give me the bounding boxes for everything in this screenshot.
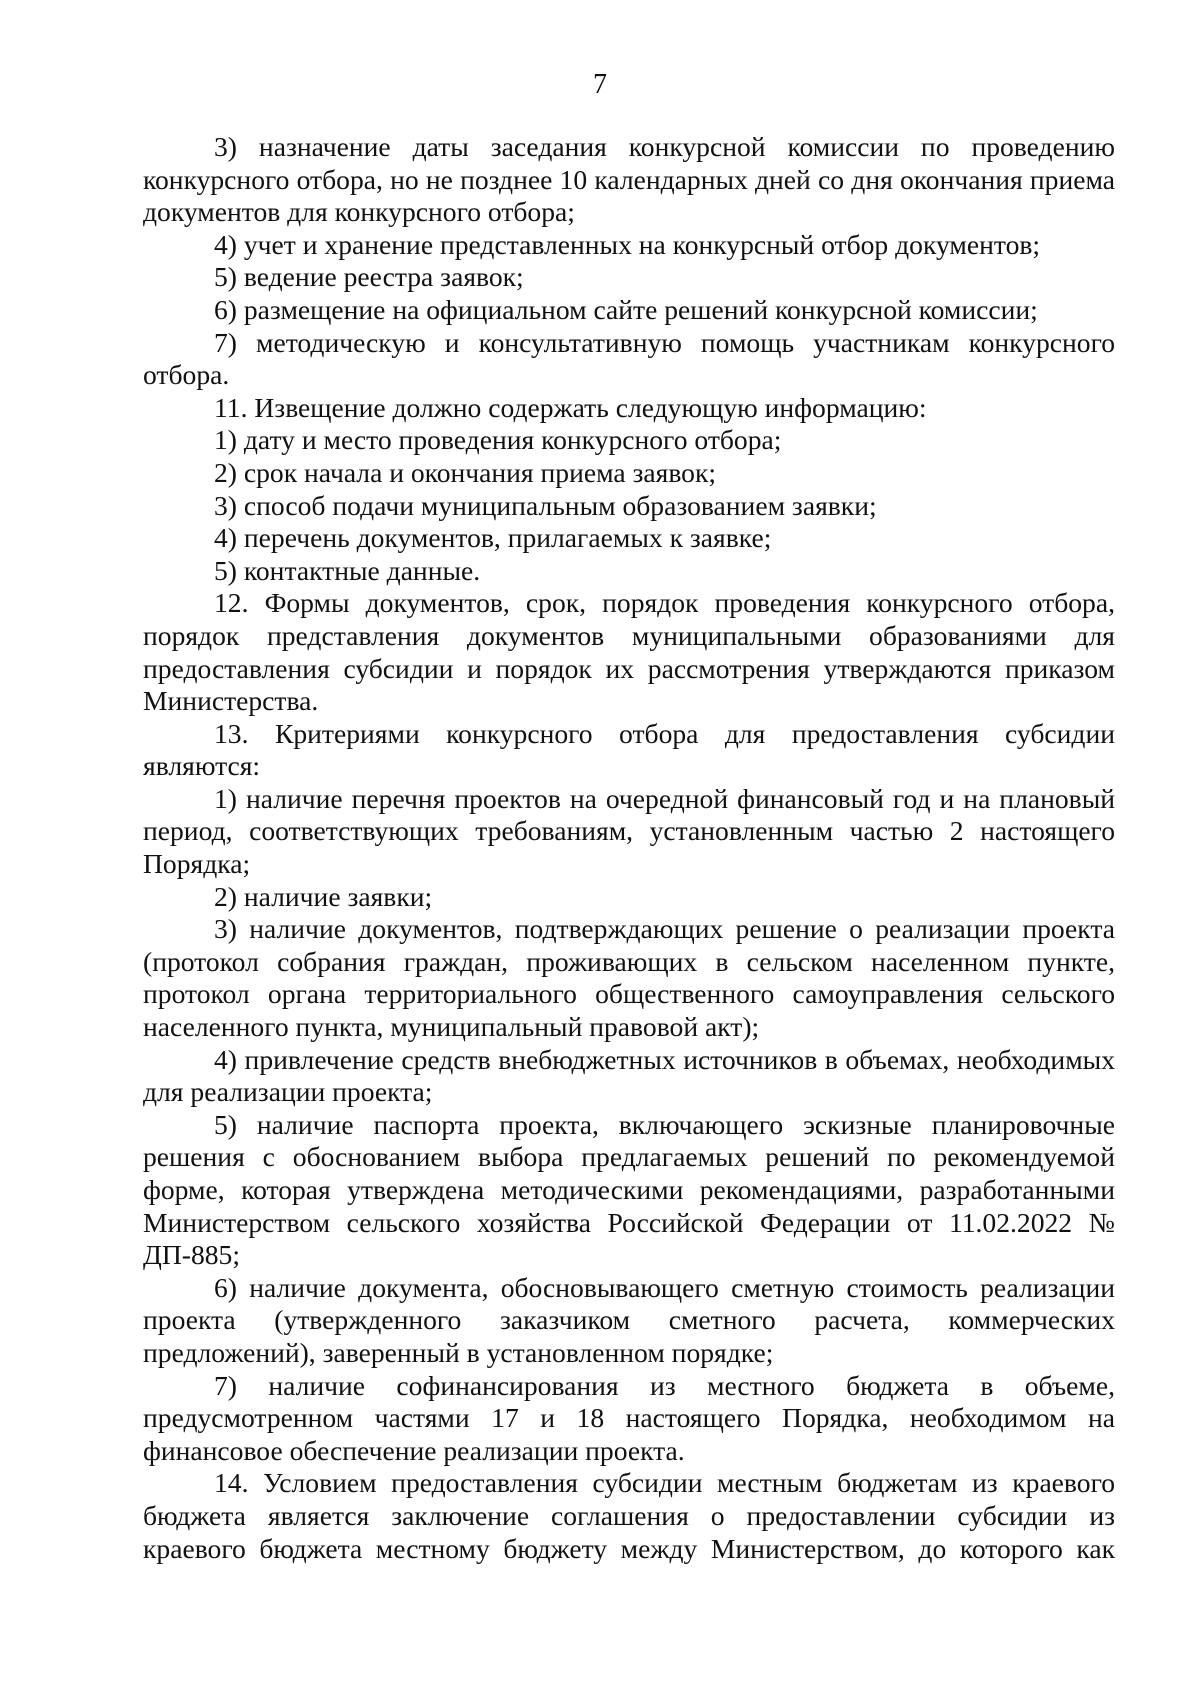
paragraph-criterion-1: 1) наличие перечня проектов на очередной финансовый год и на плановый период, соответствующих требованиям, установленным частью 2 настоящего Порядка; bbox=[143, 782, 1115, 880]
paragraph-criterion-5: 5) наличие паспорта проекта, включающего эскизные планировочные решения с обоснованием выбора предлагаемых решений по рекомендуемой форме, которая утверждена методическими рекомендациями, разработанными Министерством сельского хозяйства Российской Федерации от 11.02.2022 № ДП-885; bbox=[143, 1108, 1115, 1271]
paragraph-section-13: 13. Критериями конкурсного отбора для предоставления субсидии являются: bbox=[143, 717, 1115, 782]
paragraph-criterion-4: 4) привлечение средств внебюджетных источников в объемах, необходимых для реализации проекта; bbox=[143, 1043, 1115, 1108]
paragraph-item-4-storage: 4) учет и хранение представленных на конкурсный отбор документов; bbox=[214, 228, 1041, 260]
paragraph-criterion-3: 3) наличие документов, подтверждающих решение о реализации проекта (протокол собрания граждан, проживающих в сельском населенном пункте, протокол органа территориального общественного самоуправления сельского населенного пункта, муниципальный правовой акт); bbox=[143, 913, 1115, 1043]
paragraph-criterion-7: 7) наличие софинансирования из местного бюджета в объеме, предусмотренном частями 17 и 18 настоящего Порядка, необходимом на финансовое обеспечение реализации проекта. bbox=[143, 1369, 1115, 1466]
paragraph-criterion-6: 6) наличие документа, обосновывающего сметную стоимость реализации проекта (утвержденного заказчиком сметного расчета, коммерческих предложений), заверенный в установленном порядке; bbox=[143, 1271, 1115, 1368]
paragraph-item-1-date-place: 1) дату и место проведения конкурсного отбора; bbox=[214, 424, 782, 456]
paragraph-item-4-documents-list: 4) перечень документов, прилагаемых к заявке; bbox=[214, 522, 772, 554]
paragraph-item-3-date: 3) назначение даты заседания конкурсной комиссии по проведению конкурсного отбора, но не позднее 10 календарных дней со дня окончания приема документов для конкурсного отбора; bbox=[143, 131, 1115, 228]
paragraph-item-5-contacts: 5) контактные данные. bbox=[214, 554, 481, 586]
paragraph-item-2-deadline: 2) срок начала и окончания приема заявок; bbox=[214, 456, 717, 488]
paragraph-item-6-publication: 6) размещение на официальном сайте решений конкурсной комиссии; bbox=[214, 293, 1038, 325]
paragraph-item-3-submission: 3) способ подачи муниципальным образованием заявки; bbox=[214, 489, 877, 521]
page-number: 7 bbox=[593, 69, 607, 100]
paragraph-item-5-registry: 5) ведение реестра заявок; bbox=[214, 261, 524, 293]
document-body bbox=[143, 131, 1115, 1565]
paragraph-item-7-assistance: 7) методическую и консультативную помощь участникам конкурсного отбора. bbox=[143, 326, 1115, 391]
paragraph-section-11: 11. Извещение должно содержать следующую информацию: bbox=[214, 391, 927, 423]
paragraph-section-12: 12. Формы документов, срок, порядок проведения конкурсного отбора, порядок представления документов муниципальными образованиями для предоставления субсидии и порядок их рассмотрения утверждаются приказом Министерства. bbox=[143, 587, 1115, 717]
paragraph-section-14: 14. Условием предоставления субсидии местным бюджетам из краевого бюджета является заключение соглашения о предоставлении субсидии из краевого бюджета местному бюджету между Министерством, до которого как bbox=[143, 1467, 1115, 1564]
paragraph-criterion-2: 2) наличие заявки; bbox=[214, 880, 433, 912]
